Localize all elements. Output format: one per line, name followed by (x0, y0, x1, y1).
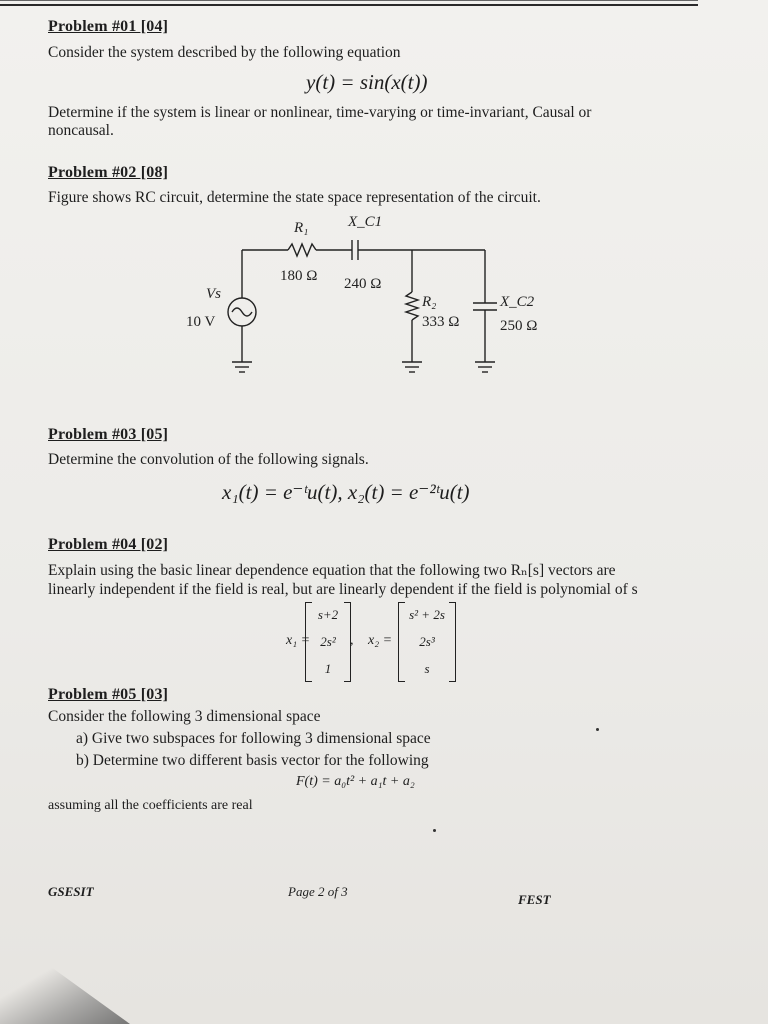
top-rule (0, 4, 698, 6)
problem-04-heading: Problem #04 [02] (48, 536, 169, 553)
problem-03-text: Determine the convolution of the following signals. (48, 451, 369, 468)
problem-03-heading: Problem #03 [05] (48, 426, 169, 443)
speck (433, 829, 436, 832)
x2-entry-1: s² + 2s (409, 607, 445, 623)
problem-02-text: Figure shows RC circuit, determine the state space representation of the circuit. (48, 189, 541, 206)
vs-value: 10 V (186, 314, 216, 330)
problem-01-text-2: Determine if the system is linear or nonlinear, time-varying or time-invariant, Causal or (48, 104, 592, 121)
problem-01-text-3: noncausal. (48, 122, 114, 139)
footer-right: FEST (518, 892, 551, 907)
r2-label: R₂ (422, 294, 437, 310)
footer-left: GSESIT (48, 884, 94, 899)
problem-01-equation: y(t) = sin(x(t)) (306, 70, 428, 94)
xc1-value: 240 Ω (344, 276, 382, 292)
rc-circuit-diagram (180, 210, 560, 390)
top-rule-thin (0, 0, 698, 1)
problem-03-equation: x₁(t) = e⁻ᵗu(t), x₂(t) = e⁻²ᵗu(t) (222, 480, 470, 504)
problem-05-equation: F(t) = a₀t² + a₁t + a₂ (296, 774, 415, 789)
x2-vector (398, 602, 456, 682)
vector-separator: , (350, 633, 354, 648)
x2-entry-3: s (424, 660, 430, 676)
problem-05-text: Consider the following 3 dimensional space (48, 708, 321, 725)
speck (596, 728, 599, 731)
page-corner-shadow (0, 930, 130, 1024)
xc1-label: X_C1 (348, 214, 383, 230)
x1-entry-2: 2s² (320, 633, 336, 649)
x2-label: x₂ = (368, 633, 393, 648)
x1-entry-3: 1 (324, 660, 332, 676)
problem-05-heading: Problem #05 [03] (48, 686, 169, 703)
problem-04-text: Explain using the basic linear dependence equation that the following two Rₙ[s] vectors are (48, 562, 616, 579)
problem-02-heading: Problem #02 [08] (48, 164, 169, 181)
x1-label: x₁ = (286, 633, 311, 648)
footer-page-number: Page 2 of 3 (288, 884, 348, 899)
problem-04-text-2: linearly independent if the field is real, but are linearly dependent if the field is polynomial of s (48, 581, 638, 598)
problem-05-text-2: assuming all the coefficients are real (48, 798, 253, 813)
x2-entry-2: 2s³ (419, 633, 435, 649)
problem-05-item-b: b) Determine two different basis vector for the following (76, 752, 429, 769)
x1-vector (305, 602, 351, 682)
x1-entry-1: s+2 (317, 607, 339, 623)
xc2-value: 250 Ω (500, 318, 538, 334)
problem-01-text: Consider the system described by the following equation (48, 44, 401, 61)
r1-label: R₁ (294, 220, 309, 236)
problem-05-item-a: a) Give two subspaces for following 3 dimensional space (76, 730, 431, 747)
r1-value: 180 Ω (280, 268, 318, 284)
problem-01-heading: Problem #01 [04] (48, 18, 169, 35)
r2-value: 333 Ω (422, 314, 460, 330)
vs-label: Vs (206, 286, 221, 302)
xc2-label: X_C2 (500, 294, 535, 310)
